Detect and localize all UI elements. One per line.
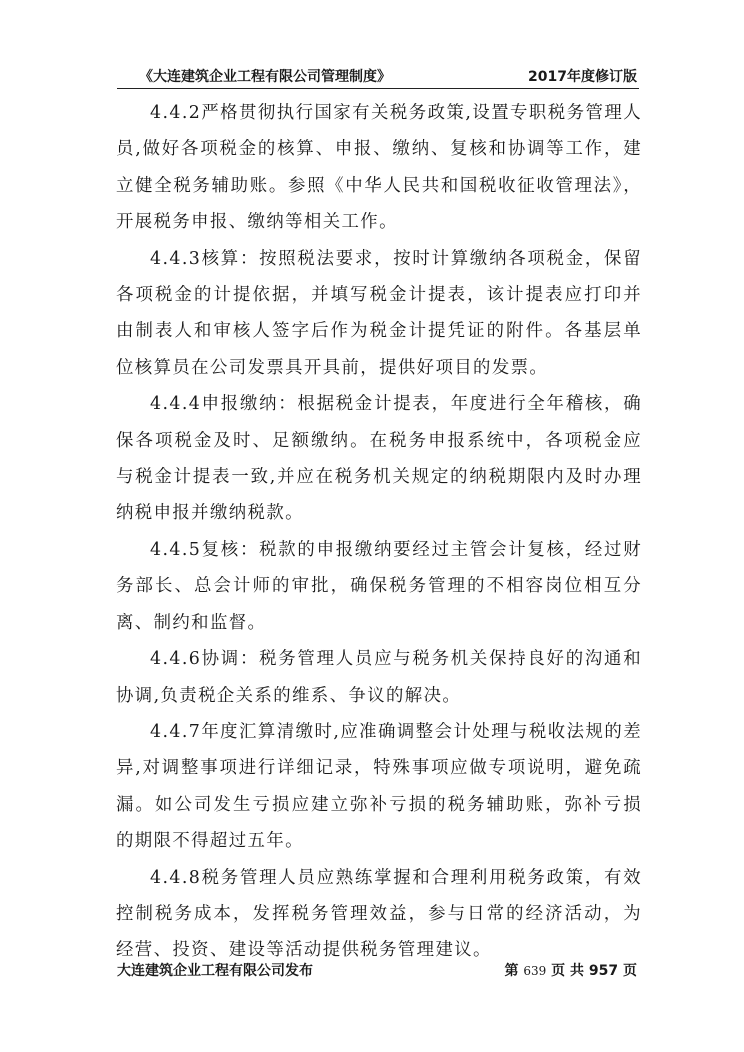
paragraph-4-4-5: 4.4.5复核：税款的申报缴纳要经过主管会计复核，经过财务部长、总会计师的审批，确保税务管理的不相容岗位相互分离、制约和监督。 bbox=[116, 539, 642, 633]
page-suffix: 页 bbox=[623, 963, 637, 979]
page-footer bbox=[117, 960, 639, 984]
edition-label: 2017年度修订版 bbox=[528, 69, 637, 85]
document-title: 《大连建筑企业工程有限公司管理制度》 bbox=[139, 69, 391, 85]
paragraph-4-4-3: 4.4.3核算：按照税法要求，按时计算缴纳各项税金，保留各项税金的计提依据，并填写税金计提表，该计提表应打印并由制表人和审核人签字后作为税金计提凭证的附件。各基层单位核算员在公司发票具开具前，提供好项目的发票。 bbox=[116, 248, 642, 378]
page-prefix: 第 bbox=[504, 963, 519, 979]
publisher-label: 大连建筑企业工程有限公司发布 bbox=[117, 963, 313, 979]
document-body bbox=[116, 95, 642, 969]
current-page: 639 bbox=[523, 964, 547, 978]
page-middle: 页 共 bbox=[551, 963, 585, 979]
paragraph-4-4-7: 4.4.7年度汇算清缴时,应准确调整会计处理与税收法规的差异,对调整事项进行详细记录，特殊事项应做专项说明，避免疏漏。如公司发生亏损应建立弥补亏损的税务辅助账，弥补亏损的期限不得超过五年。 bbox=[116, 721, 642, 852]
paragraph-4-4-4: 4.4.4申报缴纳：根据税金计提表，年度进行全年稽核，确保各项税金及时、足额缴纳。在税务申报系统中，各项税金应与税金计提表一致,并应在税务机关规定的纳税期限内及时办理纳税申报并缴纳税款。 bbox=[116, 394, 642, 524]
page-number bbox=[504, 960, 637, 980]
total-pages: 957 bbox=[588, 963, 619, 979]
paragraph-4-4-8: 4.4.8税务管理人员应熟练掌握和合理利用税务政策，有效控制税务成本，发挥税务管理效益，参与日常的经济活动，为经营、投资、建设等活动提供税务管理建议。 bbox=[116, 867, 642, 961]
page-header bbox=[117, 66, 639, 89]
paragraph-4-4-2: 4.4.2严格贯彻执行国家有关税务政策,设置专职税务管理人员,做好各项税金的核算、申报、缴纳、复核和协调等工作，建立健全税务辅助账。参照《中华人民共和国税收征收管理法》，开展税务申报、缴纳等相关工作。 bbox=[116, 103, 642, 233]
paragraph-4-4-6: 4.4.6协调：税务管理人员应与税务机关保持良好的沟通和协调,负责税企关系的维系、争议的解决。 bbox=[116, 649, 642, 706]
